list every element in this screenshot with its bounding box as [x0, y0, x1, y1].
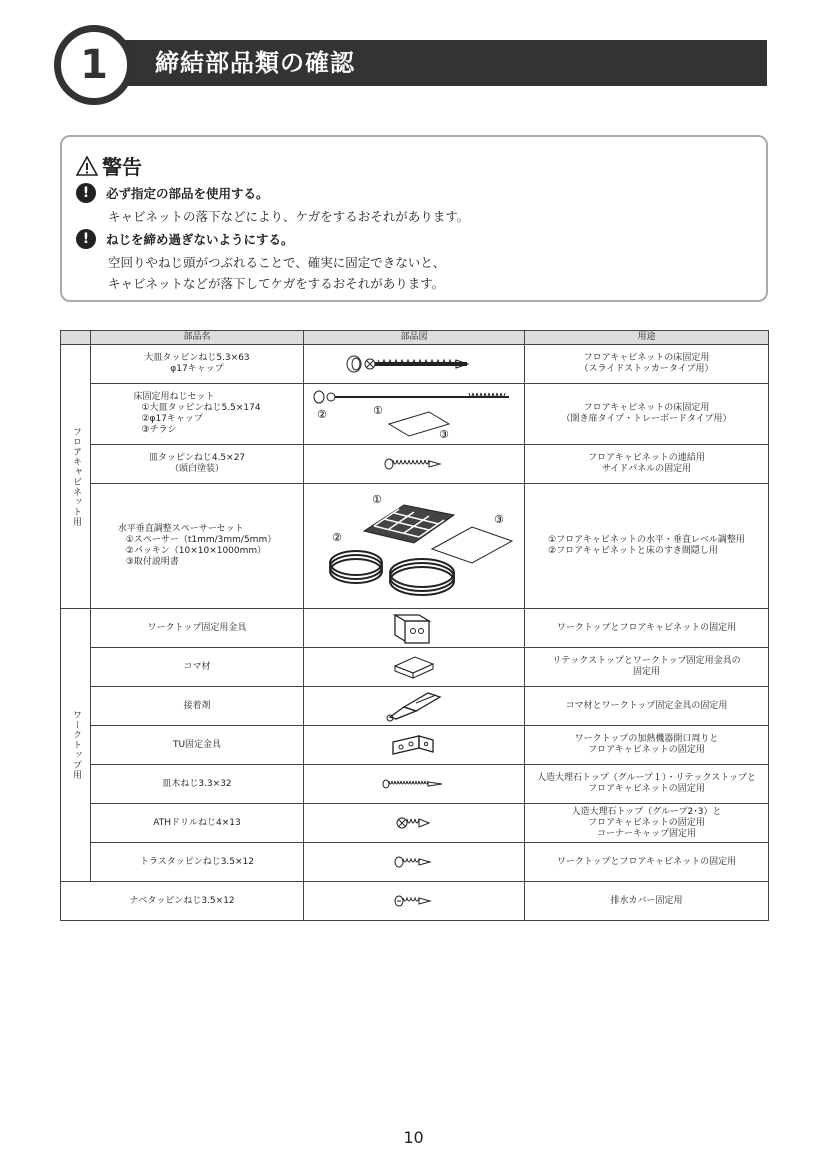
table-row: [61, 484, 769, 609]
part-use-cell: コマ材とワークトップ固定金具の固定用: [525, 687, 769, 726]
part-diagram-cell: [304, 843, 525, 882]
table-row: [61, 882, 769, 921]
group-label: ワークトップ用: [71, 710, 81, 780]
drill-screw-icon: [396, 815, 432, 831]
callout-2: ②: [332, 531, 342, 544]
group-label: フロアキャビネット用: [71, 426, 81, 527]
part-use-cell: フロアキャビネットの床固定用 （スライドストッカータイプ用）: [525, 345, 769, 384]
part-use-cell: ワークトップとフロアキャビネットの固定用: [525, 843, 769, 882]
warning-item-heading: ねじを締め過ぎないようにする。: [106, 232, 294, 247]
table-row: [61, 804, 769, 843]
part-name-cell: 水平垂直調整スペーサーセット ①スペーサー（t1mm/3mm/5mm） ②パッキン（10×10×1000mm） ③取付説明書: [91, 484, 304, 609]
exclamation-icon: !: [76, 183, 96, 203]
group-label-cell: [61, 345, 91, 609]
table-row: [61, 384, 769, 445]
warning-item-heading: 必ず指定の部品を使用する。: [106, 186, 269, 201]
part-use-cell: 人造大理石トップ（グループ１）・リテックストップと フロアキャビネットの固定用: [525, 765, 769, 804]
warning-triangle-icon: [76, 156, 98, 176]
part-diagram-cell: [304, 804, 525, 843]
adhesive-tube-icon: [384, 689, 444, 723]
column-header: 部品名: [91, 331, 304, 345]
parts-table: [60, 330, 769, 921]
part-use-cell: 排水カバー固定用: [525, 882, 769, 921]
warning-box: [60, 135, 768, 302]
exclamation-icon: !: [76, 229, 96, 249]
table-row: [61, 648, 769, 687]
part-use-cell: ①フロアキャビネットの水平・垂直レベル調整用 ②フロアキャビネットと床のすき間隠し用: [525, 484, 769, 609]
table-row: [61, 843, 769, 882]
section-number: 1: [80, 42, 108, 88]
table-header-row: [61, 331, 769, 345]
callout-1: ①: [372, 493, 382, 506]
part-use-cell: 人造大理石トップ（グループ2･3）と フロアキャビネットの固定用 コーナーキャップ固定用: [525, 804, 769, 843]
part-use-cell: フロアキャビネットの連結用 サイドパネルの固定用: [525, 445, 769, 484]
table-row: [61, 726, 769, 765]
table-row: [61, 345, 769, 384]
column-header: 用途: [525, 331, 769, 345]
part-diagram-cell: [304, 445, 525, 484]
warning-item-text: キャビネットの落下などにより、ケガをするおそれがあります。: [108, 209, 470, 224]
section-title: 締結部品類の確認: [155, 49, 355, 77]
truss-screw-icon: [394, 855, 434, 869]
bracket-icon: [389, 611, 439, 645]
part-name-cell: トラスタッピンねじ3.5×12: [91, 843, 304, 882]
part-diagram-cell: [304, 687, 525, 726]
warning-item-text: 空回りやねじ頭がつぶれることで、確実に固定できないと、: [108, 255, 446, 270]
part-name-cell: ATHドリルねじ4×13: [91, 804, 304, 843]
part-diagram-cell: [304, 726, 525, 765]
part-diagram-cell: [304, 484, 525, 609]
part-use-cell: ワークトップの加熱機器開口周りと フロアキャビネットの固定用: [525, 726, 769, 765]
part-name-cell: 皿木ねじ3.3×32: [91, 765, 304, 804]
part-diagram-cell: [304, 384, 525, 445]
part-name-cell: コマ材: [91, 648, 304, 687]
section-number-badge: [54, 25, 134, 105]
callout-2: ②: [317, 408, 327, 421]
part-diagram-cell: [304, 882, 525, 921]
callout-3: ③: [494, 513, 504, 526]
cap-and-screw-icon: [344, 354, 484, 374]
part-name-cell: TU固定金具: [91, 726, 304, 765]
block-icon: [391, 654, 437, 680]
table-row: [61, 765, 769, 804]
screw-icon: [384, 457, 444, 471]
warning-item-2: [76, 229, 294, 249]
part-use-cell: リテックストップとワークトップ固定用金具の 固定用: [525, 648, 769, 687]
group-label-cell: [61, 609, 91, 882]
part-diagram-cell: [304, 345, 525, 384]
spacer-packing-set-icon: [314, 491, 514, 601]
column-header: 部品図: [304, 331, 525, 345]
table-row: [61, 687, 769, 726]
part-name-cell: ワークトップ固定用金具: [91, 609, 304, 648]
callout-3: ③: [439, 428, 449, 440]
table-row: [61, 609, 769, 648]
part-name-cell: 大皿タッピンねじ5.3×63 φ17キャップ: [91, 345, 304, 384]
callout-1: ①: [373, 404, 383, 417]
warning-item-text: キャビネットなどが落下してケガをするおそれがあります。: [108, 276, 445, 291]
part-diagram-cell: [304, 765, 525, 804]
warning-title: 警告: [102, 155, 142, 179]
page-number: 10: [403, 1128, 424, 1147]
table-row: [61, 445, 769, 484]
part-diagram-cell: [304, 648, 525, 687]
warning-header: [76, 151, 142, 180]
part-use-cell: フロアキャビネットの床固定用 （開き扉タイプ・トレーボードタイプ用）: [525, 384, 769, 445]
tu-bracket-icon: [389, 730, 439, 760]
part-name-cell: 接着剤: [91, 687, 304, 726]
part-name-cell: ナベタッピンねじ3.5×12: [61, 882, 304, 921]
warning-item-1: [76, 183, 269, 203]
wood-screw-icon: [382, 777, 446, 791]
part-use-cell: ワークトップとフロアキャビネットの固定用: [525, 609, 769, 648]
pan-head-screw-icon: [394, 894, 434, 908]
long-screw-set-icon: [309, 388, 519, 440]
part-name-cell: 皿タッピンねじ4.5×27 （頭白塗装）: [91, 445, 304, 484]
part-name-cell: 床固定用ねじセット ①大皿タッピンねじ5.5×174 ②φ17キャップ ③チラシ: [91, 384, 304, 445]
part-diagram-cell: [304, 609, 525, 648]
